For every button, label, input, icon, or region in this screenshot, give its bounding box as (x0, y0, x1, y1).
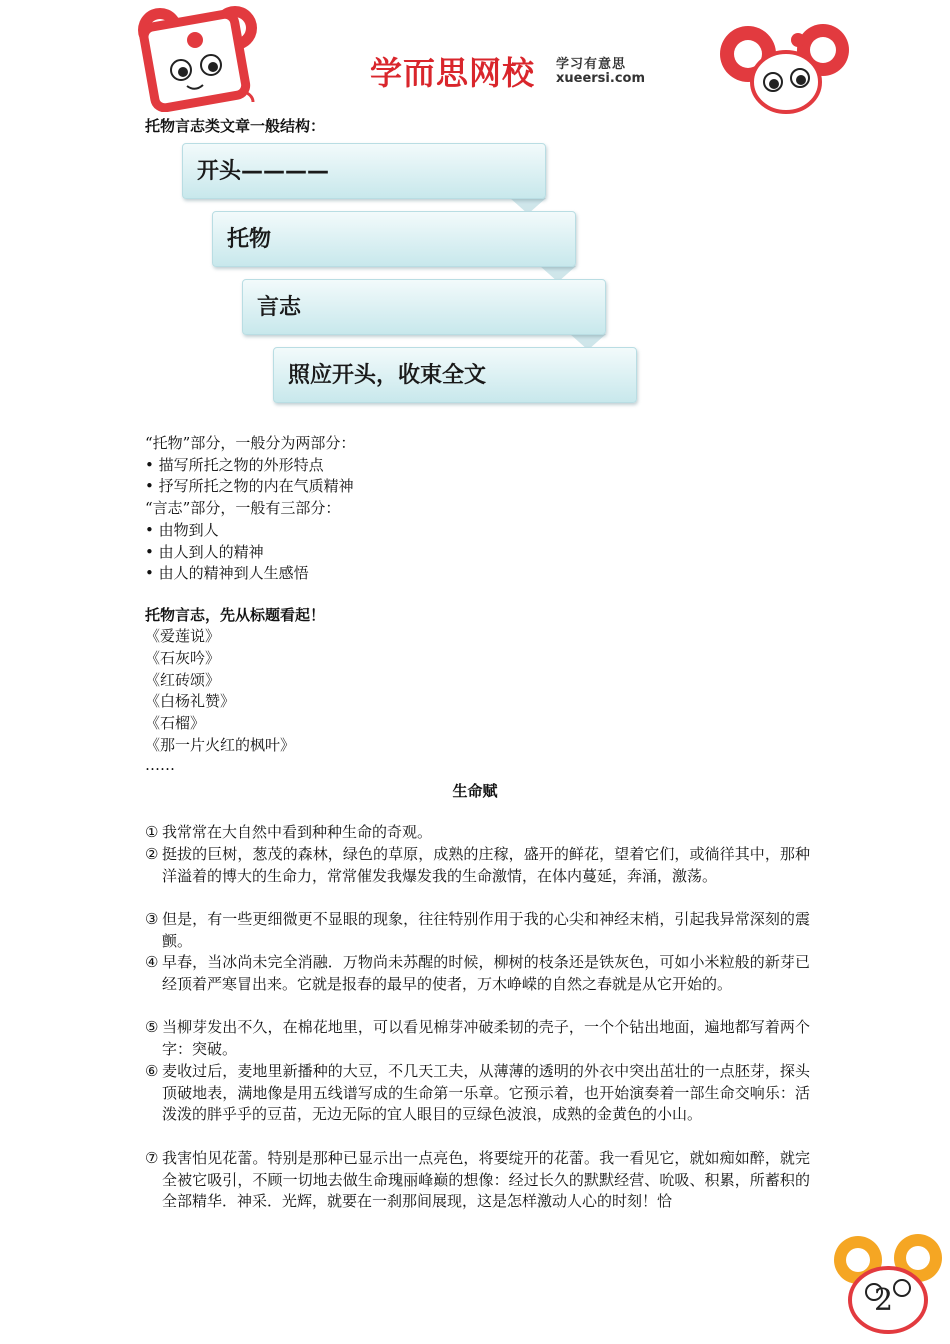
paragraph-number: ③ (145, 910, 159, 928)
title-item: 《那一片火红的枫叶》 (145, 736, 296, 754)
paragraph-text: 早春，当冰尚未完全消融．万物尚未苏醒的时候，柳树的枝条还是铁灰色，可如小米粒般的新芽已经顶着严寒冒出来。它就是报春的最早的使者，万木峥嵘的自然之春就是从它开始的。 (162, 953, 810, 993)
title-item: 《红砖颂》 (145, 671, 221, 689)
paragraph-text: 我常常在大自然中看到种种生命的奇观。 (162, 823, 433, 841)
tuowu-item: • 抒写所托之物的内在气质精神 (145, 477, 354, 495)
yanzhi-intro: “言志”部分，一般有三部分： (145, 499, 341, 517)
title-item: 《白杨礼赞》 (145, 692, 236, 710)
title-item: 《石灰吟》 (145, 649, 221, 667)
tuowu-item: • 描写所托之物的外形特点 (145, 456, 324, 474)
paragraph-number: ① (145, 823, 159, 841)
paragraph-text: 麦收过后，麦地里新播种的大豆，不几天工夫，从薄薄的透明的外衣中突出茁壮的一点胚芽，探头顶破地表，满地像是用五线谱写成的生命第一乐章。它预示着，也开始演奏着一部生命交响乐：活泼泼的胖乎乎的豆苗，无边无际的宜人眼目的豆绿色波浪，成熟的金黄色的小山。 (162, 1062, 810, 1124)
paragraph-text: 但是，有一些更细微更不显眼的现象，往往特别作用于我的心尖和神经末梢，引起我异常深刻的震颤。 (162, 910, 810, 950)
essay-paragraph (145, 1017, 810, 1060)
paragraph-number: ② (145, 845, 159, 863)
essay-paragraph (145, 844, 810, 887)
paragraph-text: 挺拔的巨树，葱茂的森林，绿色的草原，成熟的庄稼，盛开的鲜花，望着它们，或徜徉其中，那种洋溢着的博大的生命力，常常催发我爆发我的生命激情，在体内蔓延，奔涌，激荡。 (162, 845, 810, 885)
brand-slogan-text: 学习有意思 (556, 57, 627, 72)
flow-step-aspiration: 言志 (242, 279, 606, 335)
yanzhi-item: • 由人到人的精神 (145, 543, 264, 561)
yanzhi-item: • 由人的精神到人生感悟 (145, 564, 309, 582)
paragraph-number: ⑥ (145, 1062, 159, 1080)
mascot-left-logo (135, 2, 265, 112)
title-item: 《爱莲说》 (145, 627, 221, 645)
flow-step-object: 托物 (212, 211, 576, 267)
essay-paragraph (145, 1148, 810, 1213)
essay-title: 生命赋 (452, 782, 498, 800)
tuowu-intro: “托物”部分，一般分为两部分： (145, 434, 356, 452)
paragraph-text: 我害怕见花蕾。特别是那种已显示出一点亮色，将要绽开的花蕾。我一看见它，就如痴如醉，就完全被它吸引，不顾一切地去做生命瑰丽峰巅的想像：经过长久的默默经营、吮吸、积累，所蓄积的全部精华．神采．光辉，就要在一刹那间展现，这是怎样激动人心的时刻！恰 (162, 1149, 810, 1211)
titles-ellipsis: …… (145, 756, 175, 774)
flow-step-opening: 开头———— (182, 143, 546, 199)
structure-heading: 托物言志类文章一般结构： (145, 117, 326, 135)
mascot-right-logo (718, 12, 853, 117)
paragraph-text: 当柳芽发出不久，在棉花地里，可以看见棉芽冲破柔韧的壳子，一个个钻出地面，遍地都写着两个字：突破。 (162, 1018, 810, 1058)
essay-paragraph (145, 909, 810, 952)
titles-heading: 托物言志，先从标题看起！ (145, 606, 326, 624)
yanzhi-item: • 由物到人 (145, 521, 219, 539)
brand-slogan (556, 58, 645, 86)
brand-title: 学而思网校 (370, 54, 536, 92)
brand-domain: xueersi.com (556, 71, 646, 86)
paragraph-number: ④ (145, 953, 159, 971)
essay-paragraph (145, 952, 810, 995)
title-item: 《石榴》 (145, 714, 206, 732)
paragraph-number: ⑤ (145, 1018, 159, 1036)
essay-paragraph (145, 1061, 810, 1126)
essay-paragraph (145, 822, 810, 844)
paragraph-number: ⑦ (145, 1149, 159, 1167)
page-number: 2 (874, 1283, 894, 1318)
flow-step-conclusion: 照应开头，收束全文 (273, 347, 637, 403)
